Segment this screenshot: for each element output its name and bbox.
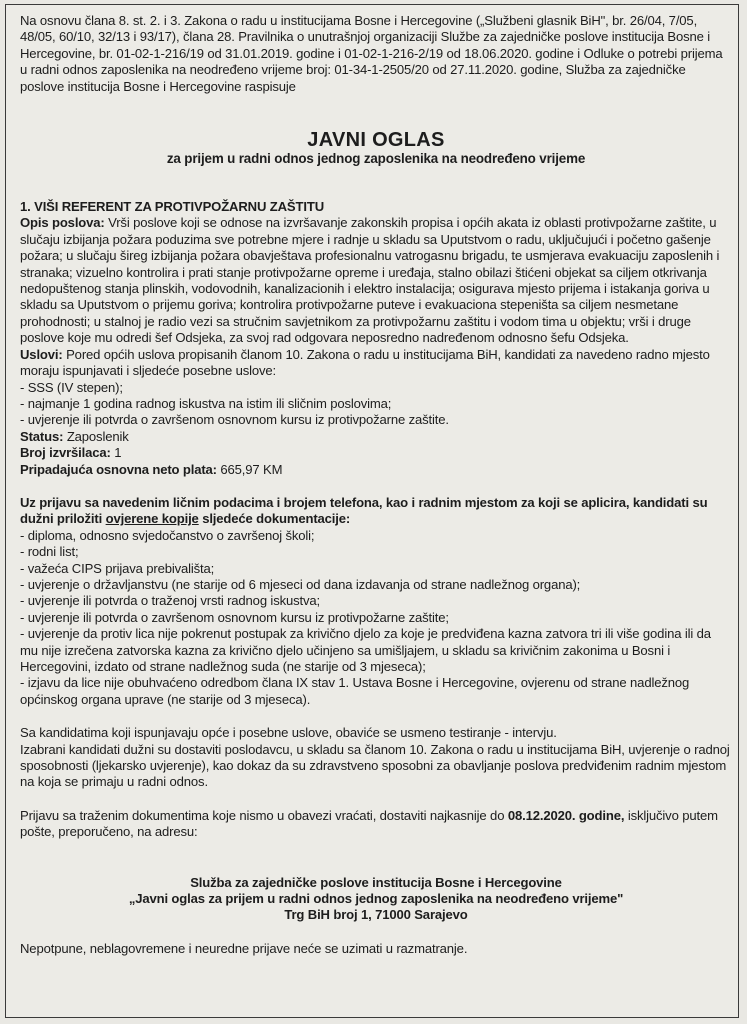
submission-deadline: 08.12.2020. godine,	[507, 807, 625, 823]
testing-paragraph: Sa kandidatima koji ispunjavaju opće i posebne uslove, obaviće se usmeno testiranje - intervju.	[20, 725, 557, 741]
document-item: - uvjerenje da protiv lica nije pokrenut postupak za krivično djelo za koje je predviđena kazna zatvora tri ili više godina ili da mu nije izrečena zatvorska kazna za krivično djelo učinjeno sa umišljajem, u skladu sa krivičnim zakonima u Bosni i Hercegovini, izdato od strane nadležnog suda (ne starije od 3 mjeseca);	[20, 626, 711, 674]
intro-paragraph: Na osnovu člana 8. st. 2. i 3. Zakona o radu u institucijama Bosne i Hercegovine („Službeni glasnik BiH", br. 26/04, 7/05, 48/05, 60/10, 32/13 i 93/17), člana 28. Pravilnika o unutrašnjoj organizaciji Službe za zajedničke poslove institucija Bosne i Hercegovine, br. 01-02-1-216/19 od 31.01.2019. godine i 01-02-1-216-2/19 od 18.06.2020. godine i Odluke o potrebi prijema u radni odnos zaposlenika na neodređeno vrijeme broj: 01-34-1-2505/20 od 27.11.2020. godine, Služba za zajedničke poslove institucija Bosne i Hercegovine raspisuje	[20, 13, 723, 94]
document-item: - rodni list;	[20, 544, 79, 560]
document-item: - izjavu da lice nije obuhvaćeno odredbom člana IX stav 1. Ustava Bosne i Hercegovine, ovjerenu od strane nadležnog općinskog organa uprave (ne starije od 3 mjeseca).	[20, 675, 690, 707]
conditions-label: Uslovi:	[20, 346, 63, 362]
count-line	[20, 445, 732, 461]
condition-item: - SSS (IV stepen);	[20, 379, 123, 395]
count-value: 1	[110, 445, 122, 461]
document-item: - uvjerenje ili potvrda o završenom osnovnom kursu iz protivpožarne zaštite;	[20, 609, 449, 625]
duties-paragraph	[20, 215, 732, 346]
closing-note: Nepotpune, neblagovremene i neuredne prijave neće se uzimati u razmatranje.	[20, 940, 468, 956]
document-item: - uvjerenje o državljanstvu (ne starije od 6 mjeseci od dana izdavanja od strane nadležnog organa);	[20, 576, 581, 592]
health-paragraph: Izabrani kandidati dužni su dostaviti poslodavcu, u skladu sa članom 10. Zakona o radu u institucijama BiH, uvjerenje o radnoj sposobnosti (ljekarsko uvjerenje), kao dokaz da su zdravstveno sposobni za obavljanje poslova predviđenim radnim mjestom na koja se primaju u radni odnos.	[20, 741, 730, 790]
position-heading: 1. VIŠI REFERENT ZA PROTIVPOŽARNU ZAŠTITU	[20, 199, 324, 215]
status-value: Zaposlenik	[63, 428, 129, 444]
address-line2: „Javni oglas za prijem u radni odnos jednog zaposlenika na neodređeno vrijeme"	[128, 891, 624, 907]
submission-paragraph	[20, 808, 732, 841]
conditions-text: Pored općih uslova propisanih članom 10. Zakona o radu u institucijama BiH, kandidati za navedeno radno mjesto moraju ispunjavati i sljedeće posebne uslove:	[20, 346, 710, 379]
conditions-paragraph	[20, 347, 732, 380]
document-item: - važeća CIPS prijava prebivališta;	[20, 560, 215, 576]
documents-intro-underlined: ovjerene kopije	[105, 511, 199, 527]
document-item: - diploma, odnosno svjedočanstvo o završenoj školi;	[20, 527, 315, 543]
submission-part2: isključivo putem pošte, preporučeno, na adresu:	[20, 807, 718, 840]
address-line1: Služba za zajedničke poslove institucija Bosne i Hercegovine	[190, 874, 562, 890]
notice-content	[20, 13, 732, 957]
count-label: Broj izvršilaca:	[20, 445, 111, 461]
salary-line	[20, 462, 732, 478]
condition-item: - najmanje 1 godina radnog iskustva na istim ili sličnim poslovima;	[20, 395, 392, 411]
notice-subtitle: za prijem u radni odnos jednog zaposlenika na neodređeno vrijeme	[166, 151, 586, 167]
duties-label: Opis poslova:	[20, 215, 105, 231]
salary-label: Pripadajuća osnovna neto plata:	[20, 461, 217, 477]
document-item: - uvjerenje ili potvrda o traženoj vrsti radnog iskustva;	[20, 593, 321, 609]
address-line3: Trg BiH broj 1, 71000 Sarajevo	[284, 907, 468, 923]
status-line	[20, 429, 732, 445]
submission-part1: Prijavu sa traženim dokumentima koje nismo u obavezi vraćati, dostaviti najkasnije do	[20, 807, 508, 823]
documents-intro-part2: sljedeće dokumentacije:	[198, 511, 351, 527]
address-block	[20, 875, 732, 924]
documents-intro-part1: Uz prijavu sa navedenim ličnim podacima i brojem telefona, kao i radnim mjestom za koji se aplicira, kandidati su dužni priložiti	[20, 494, 708, 527]
documents-intro	[20, 495, 732, 528]
salary-value: 665,97 KM	[216, 461, 283, 477]
status-label: Status:	[20, 428, 64, 444]
condition-item: - uvjerenje ili potvrda o završenom osnovnom kursu iz protivpožarne zaštite.	[20, 412, 449, 428]
notice-title: JAVNI OGLAS	[307, 129, 445, 152]
notice-frame	[5, 4, 739, 1018]
duties-text: Vrši poslove koji se odnose na izvršavanje zakonskih propisa i općih akata iz oblasti protivpožarne zaštite, u slučaju izbijanja požara poduzima sve potrebne mjere i radnje u skladu sa Uputstvom o radu, uključujući i početno gašenje požara; u slučaju šireg izbijanja požara obavještava profesionalnu vatrogasnu brigadu, te usmjerava evakuaciju zaposlenih i stranaka; vizuelno kontrolira i prati stanje protivpožarne opreme i uređaja, stalno obilazi štićeni objekat sa ciljem otkrivanja nedopuštenog stanja plinskih, vodovodnih, kanalizacionih i elektro instalacija; osigurava mjesto prijema i istakanja goriva u skladu sa Uputstvom o prijemu goriva; kontrolira protivpožarne puteve i evakuaciona stepeništa sa ciljem nesmetane prohodnosti; u stalnoj je radio vezi sa stručnim savjetnikom za protivpožarnu zaštitu i vodom tima u objektu; vrši i druge poslove koje mu odredi šef Odsjeka, za svoj rad odgovara neposredno nadređenom odnosno šefu Odsjeka.	[20, 215, 720, 346]
